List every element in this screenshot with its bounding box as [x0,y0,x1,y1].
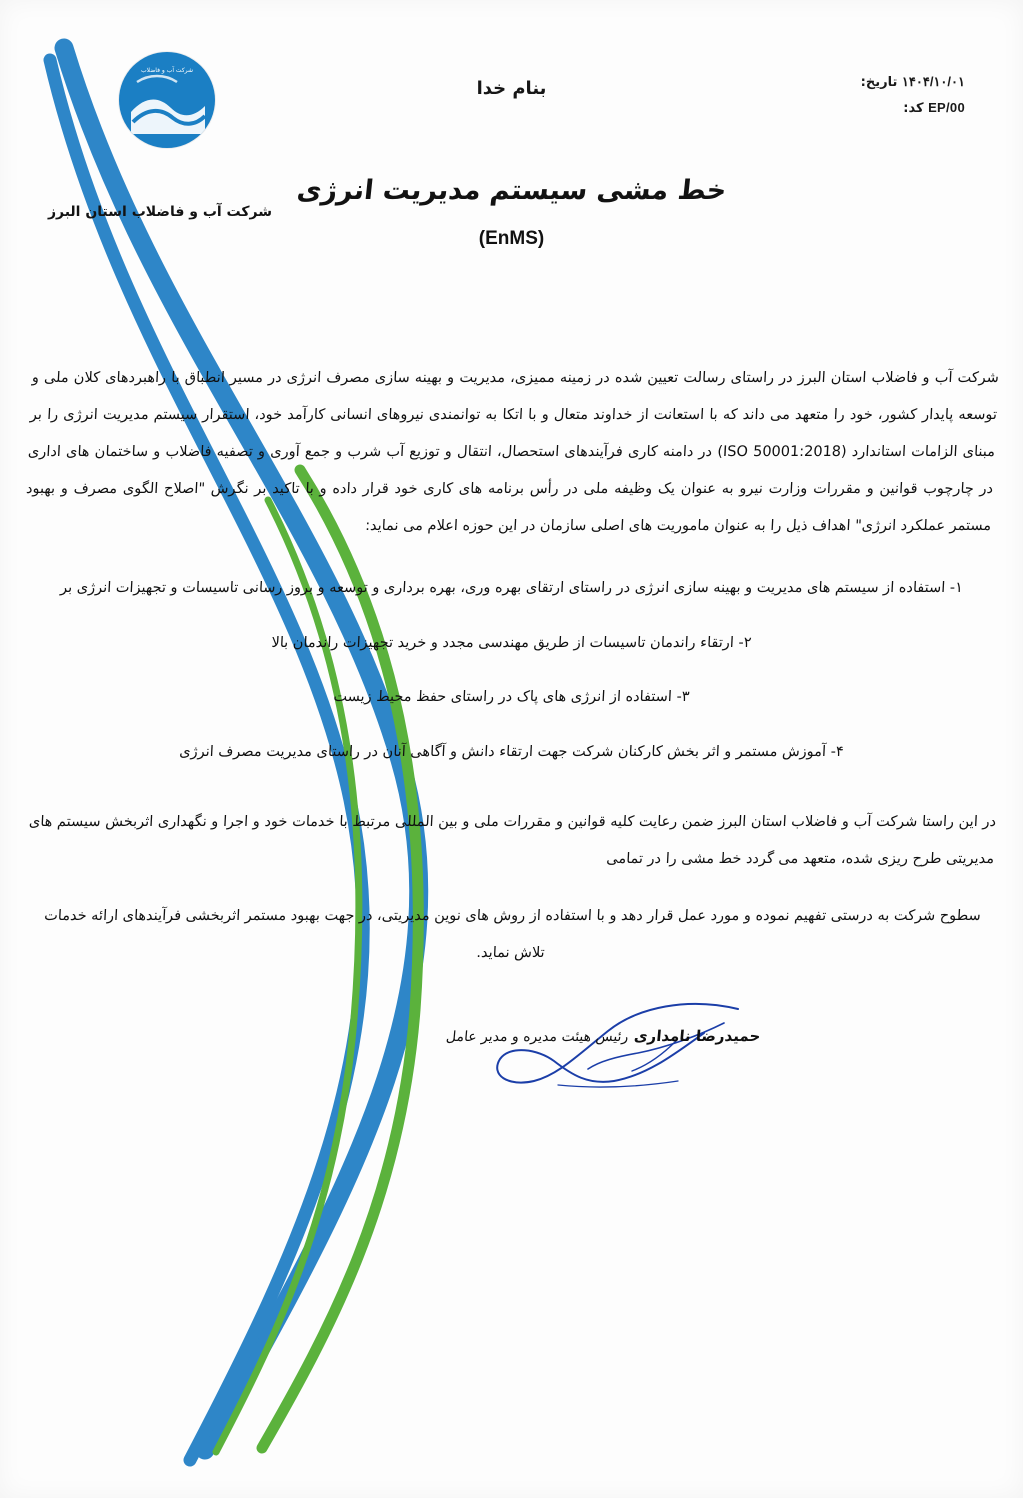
signatory-name: حمیدرضا نامداری [632,1027,761,1045]
document-date-label: تاریخ: [860,75,898,90]
document-body [25,360,1000,992]
closing-paragraph-1: در این راستا شرکت آب و فاضلاب استان البرز ضمن رعایت کلیه قوانین و مقررات ملی و بین المللی مرتبط با خدمات خود و اجرا و نگهداری اثربخش سیستم های مدیریتی طرح ریزی شده، متعهد می گردد خط مشی را در تمامی [28,814,997,867]
document-code-label: کد: [903,100,924,116]
svg-text:شرکت آب و فاضلاب: شرکت آب و فاضلاب [140,67,194,74]
goal-item: ۳- استفاده از انرژی های پاک در راستای حفظ محیط زیست [333,689,690,706]
water-wave-logo-icon [119,52,215,148]
organization-name: شرکت آب و فاضلاب استان البرز [47,204,272,220]
goals-list [28,571,995,770]
signatory-role: رئیس هیئت مدیره و مدیر عامل [445,1029,630,1045]
intro-paragraph: شرکت آب و فاضلاب استان البرز در راستای رسالت تعیین شده در زمینه ممیزی، مدیریت و بهینه سازی مصرف انرژی در مسیر انطباق با راهبردهای کلان ملی و توسعه پایدار کشور، خود را متعهد می داند که با استعانت از خداوند متعال و با اتکا به توانمندی نیروهای انسانی کارآمد خود، استقرار سیستم مدیریت انرژی را بر مبنای الزامات استاندارد (ISO 50001:2018) در دامنه کاری فرآیندهای استحصال، انتقال و توزیع آب شرب و جمع آوری و تصفیه فاضلاب و ساختمان های اداری در چارچوب قوانین و مقررات وزارت نیرو به عنوان یک وظیفه ملی در رأس برنامه های کاری خود قرار داده و با تاکید بر نگرش "اصلاح الگوی مصرف و بهبود مستمر عملکرد انرژی" اهداف ذیل را به عنوان ماموریت های اصلی سازمان در این حوزه اعلام می نماید: [25,370,1000,534]
bismillah-text: بنام خدا [476,78,547,99]
signature-block [438,985,768,1045]
document-code-value: EP/00 [928,99,965,115]
document-date-value: ۱۴۰۴/۱۰/۰۱ [901,74,965,89]
page-title: خط مشی سیستم مدیریت انرژی [295,175,728,206]
goal-item: ۱- استفاده از سیستم های مدیریت و بهینه سازی انرژی در راستای ارتقای بهره وری، بهره برداری و توسعه و بروز رسانی تاسیسات و تجهیزات انرژی بر [59,579,964,596]
closing-paragraph-2: سطوح شرکت به درستی تفهیم نموده و مورد عمل قرار دهد و با استفاده از روش های نوین مدیریتی، در جهت بهبود مستمر اثربخشی فرآیندهای ارائه خدمات تلاش نماید. [43,907,982,961]
page-subtitle: (EnMS) [478,228,545,249]
goal-item: ۴- آموزش مستمر و اثر بخش کارکنان شرکت جهت ارتقاء دانش و آگاهی آنان در راستای مدیریت مصرف انرژی [178,744,845,761]
document-code [861,96,965,122]
closing-block [28,804,995,972]
goal-item: ۲- ارتقاء راندمان تاسیسات از طریق مهندسی مجدد و خرید تجهیزات راندمان بالا [271,634,752,651]
document-title-block [0,175,1023,250]
